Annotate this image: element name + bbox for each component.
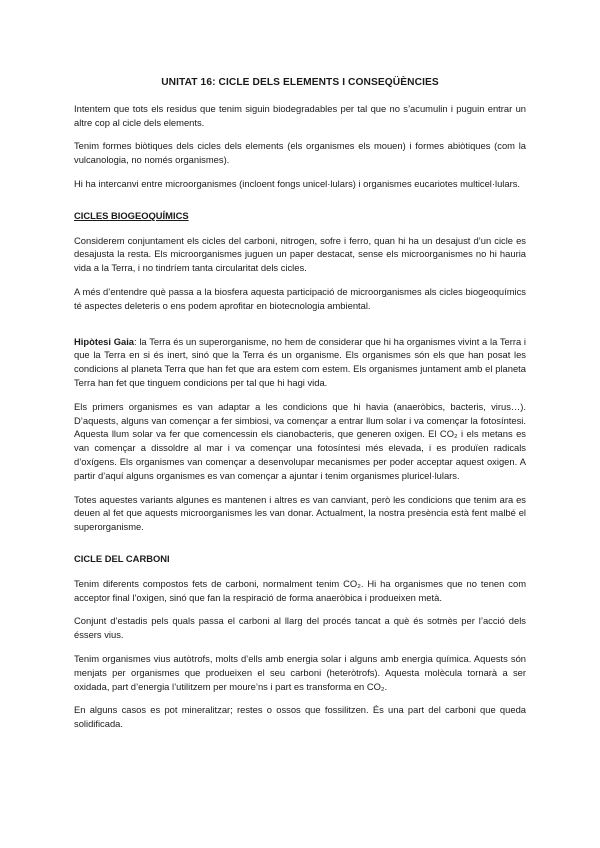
biogeochemical-paragraph-2: A més d’entendre què passa a la biosfera aquesta participació de microorganismes als cicles biogeoquímics té aspectes deleteris o ens podem aprofitar en biotecnologia ambiental. [74, 285, 526, 311]
section-heading-biogeochemical: CICLES BIOGEOQUÍMICS [74, 209, 189, 221]
intro-paragraph-1: Intentem que tots els residus que tenim siguin biodegradables per tal que no s’acumulin i puguin entrar un altre cop al cicle dels elements. [74, 102, 526, 128]
biogeochemical-paragraph-4: Els primers organismes es van adaptar a les condicions que hi havia (anaeròbics, bacteris, virus…). D’aquests, alguns van començar a fer simbiosi, va començar a entrar llum solar i va començar la fotosíntesi. Aquesta llum solar va fer que comencessin els cianobacteris, que generen oxigen. El CO₂ i els metans es van començar a dissoldre al mar i va començar una fotosíntesi més elevada, i es produïen radicals d’oxígens. Els organismes van començar a desenvolupar mecanismes per poder acceptar aquest oxigen. A partir d’aquí alguns organismes es van començar a ajuntar i tenim organismes pluricel·lulars. [74, 400, 526, 481]
carbon-paragraph-2: Conjunt d’estadis pels quals passa el carboni al llarg del procés tancat a què és sotmès per l’acció dels éssers vius. [74, 615, 526, 641]
gaia-paragraph [74, 335, 526, 390]
biogeochemical-paragraph-5: Totes aquestes variants algunes es mantenen i altres es van canviant, però les condicions que tenim ara es deuen al fet que aquests microorganismes les van donar. Actualment, la nostra presència està fent malbé el superorganisme. [74, 493, 526, 533]
spacer [74, 323, 526, 335]
page-title: UNITAT 16: CICLE DELS ELEMENTS I CONSEQÜÈNCIES [161, 77, 439, 88]
carbon-paragraph-3: Tenim organismes vius autòtrofs, molts d’ells amb energia solar i alguns amb energia química. Aquests són menjats per organismes que produeixen el seu carboni (heteròtrofs). Aquesta molècula tornarà a ser oxidada, part d’energia l’utilitzem per moure’ns i part es transforma en CO₂. [74, 652, 526, 692]
carbon-paragraph-1: Tenim diferents compostos fets de carboni, normalment tenim CO₂. Hi ha organismes que no tenen com acceptor final l’oxigen, sinó que fan la respiració de forma anaeròbica i produeixen metà. [74, 577, 526, 603]
gaia-label: Hipòtesi Gaia [74, 335, 135, 347]
gaia-text: : la Terra és un superorganisme, no hem de considerar que hi ha organismes vivint a la Terra i que la Terra en si és inert, sinó que la Terra és un organisme. Els organismes són els que han posat les condicions al planeta Terra que han fet que ara estem com estem. Els organismes juntament amb el planeta Terra han fet que tinguem condicions per tal que hi hagi vida. [74, 335, 526, 388]
carbon-paragraph-4: En alguns casos es pot mineralitzar; restes o ossos que fossilitzen. És una part del carboni que queda solidificada. [74, 704, 526, 730]
biogeochemical-paragraph-1: Considerem conjuntament els cicles del carboni, nitrogen, sofre i ferro, quan hi ha un desajust d’un cicle es desajusta la resta. Els microorganismes juguen un paper destacat, sense els microorganismes no hi hauria vida a la Terra, i no tindríem tanta circularitat dels cicles. [74, 234, 526, 274]
section-heading-carbon-cycle: CICLE DEL CARBONI [74, 552, 170, 564]
intro-paragraph-2: Tenim formes biòtiques dels cicles dels elements (els organismes els mouen) i formes abiòtiques (com la vulcanologia, no només organismes). [74, 140, 526, 166]
intro-paragraph-3: Hi ha intercanvi entre microorganismes (incloent fongs unicel·lulars) i organismes eucariotes multicel·lulars. [74, 177, 521, 189]
